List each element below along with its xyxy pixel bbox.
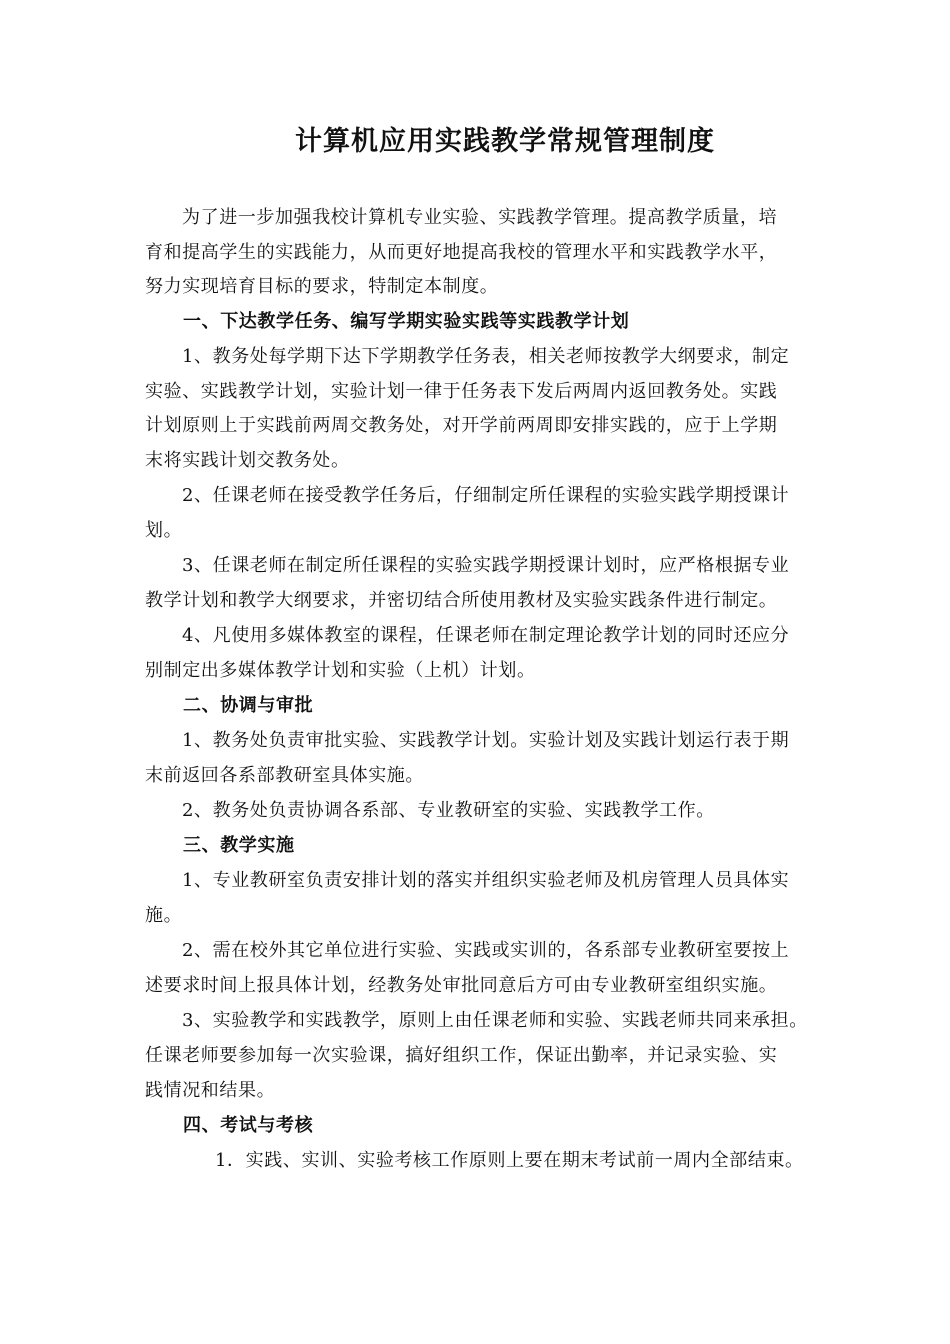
paragraph-line: 2、需在校外其它单位进行实验、实践或实训的，各系部专业教研室要按上: [182, 940, 790, 961]
section-heading-1: 一、下达教学任务、编写学期实验实践等实践教学计划: [183, 311, 630, 332]
paragraph-line: 教学计划和教学大纲要求，并密切结合所使用教材及实验实践条件进行制定。: [145, 590, 778, 611]
paragraph-line: 2、教务处负责协调各系部、专业教研室的实验、实践教学工作。: [182, 800, 715, 821]
paragraph-line: 4、凡使用多媒体教室的课程，任课老师在制定理论教学计划的同时还应分: [182, 625, 790, 646]
paragraph-line: 1、专业教研室负责安排计划的落实并组织实验老师及机房管理人员具体实: [182, 870, 790, 891]
paragraph-line: 计划原则上于实践前两周交教务处，对开学前两周即安排实践的，应于上学期: [145, 415, 778, 436]
paragraph-line: 3、任课老师在制定所任课程的实验实践学期授课计划时，应严格根据专业: [182, 555, 790, 576]
intro-line-1: 为了进一步加强我校计算机专业实验、实践教学管理。提高教学质量，培: [182, 207, 778, 228]
paragraph-line: 别制定出多媒体教学计划和实验（上机）计划。: [145, 660, 536, 681]
paragraph-line: 1、教务处每学期下达下学期教学任务表，相关老师按教学大纲要求，制定: [182, 346, 790, 367]
section-heading-2: 二、协调与审批: [183, 695, 314, 716]
paragraph-line: 实验、实践教学计划，实验计划一律于任务表下发后两周内返回教务处。实践: [145, 381, 778, 402]
paragraph-line: 划。: [145, 520, 183, 541]
paragraph-line: 践情况和结果。: [145, 1080, 276, 1101]
paragraph-line: 末前返回各系部教研室具体实施。: [145, 765, 424, 786]
paragraph-line: 1、教务处负责审批实验、实践教学计划。实验计划及实践计划运行表于期: [182, 730, 790, 751]
paragraph-line: 施。: [145, 905, 183, 926]
paragraph-line: 任课老师要参加每一次实验课，搞好组织工作，保证出勤率，并记录实验、实: [145, 1045, 778, 1066]
paragraph-line: 2、任课老师在接受教学任务后，仔细制定所任课程的实验实践学期授课计: [182, 485, 790, 506]
paragraph-line: 1．实践、实训、实验考核工作原则上要在期末考试前一周内全部结束。: [215, 1150, 804, 1171]
intro-line-3: 努力实现培育目标的要求，特制定本制度。: [145, 276, 499, 297]
paragraph-line: 3、实验教学和实践教学，原则上由任课老师和实验、实践老师共同来承担。: [182, 1010, 808, 1031]
intro-line-2: 育和提高学生的实践能力，从而更好地提高我校的管理水平和实践教学水平，: [145, 242, 778, 263]
section-heading-4: 四、考试与考核: [183, 1115, 314, 1136]
paragraph-line: 末将实践计划交教务处。: [145, 450, 350, 471]
document-title: 计算机应用实践教学常规管理制度: [295, 126, 715, 157]
paragraph-line: 述要求时间上报具体计划，经教务处审批同意后方可由专业教研室组织实施。: [145, 975, 778, 996]
section-heading-3: 三、教学实施: [183, 835, 295, 856]
